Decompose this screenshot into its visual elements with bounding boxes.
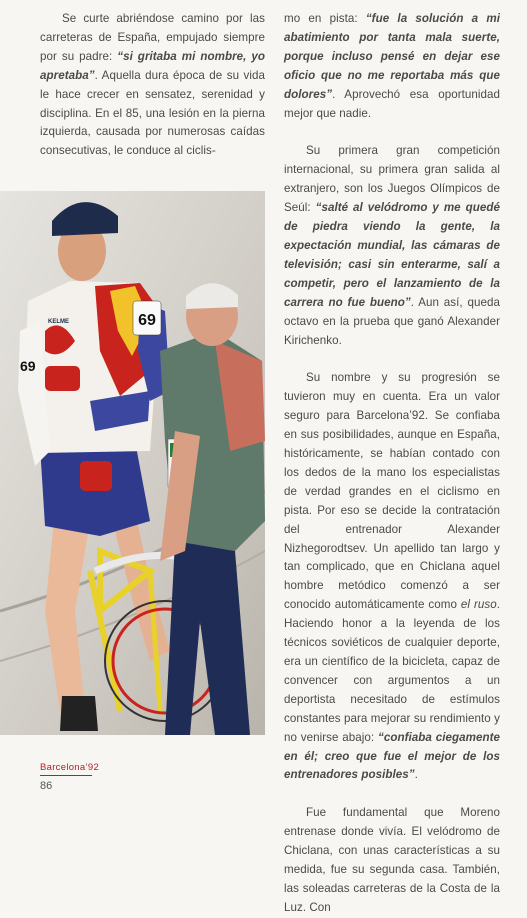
quote: “confiaba ciegamente en él; creo que fue el mejor de los entrenadores posibles” (284, 730, 501, 782)
page-number: 86 (40, 780, 53, 792)
footer-title: Barcelona’92 (40, 762, 100, 773)
rider-number: 69 (138, 312, 156, 329)
text-column-right (284, 10, 500, 918)
quote: “salté al velódromo y me quedé de piedra viendo la gente, la expectación mundial, las cámaras de televisión; casi sin enterarme, salí a competir, pero el lanzamiento de la carrera no fue bueno” (284, 201, 500, 309)
italic-term: el ruso (460, 598, 497, 612)
cyclist-coach-photo (0, 191, 265, 735)
paragraph: mo en pista: “fue la solución a mi abatimiento por tanta mala suerte, porque incluso pensé en dejar ese oficio que no me reportaba más que dolores”. Aprovechó esa oportunidad mejor que nadie. (284, 12, 500, 120)
paragraph: Su nombre y su progresión se tuvieron muy en cuenta. Era un valor seguro para Barcelona’92. Se confiaba en sus posibilidades, aunque en España, históricamente, se habían contado con los dedos de la mano los especialistas de verdad grandes en el ciclismo en pista. Por eso se decide la contratación del entrenador Alexander Nizhegorodtsev. Un apellido tan largo y tan complicado, que en Chiclana aquel hombre metódico comenzó a ser conocido automáticamente como el ruso. Haciendo honor a la leyenda de los técnicos soviéticos de cualquier deporte, era un científico de la bicicleta, capaz de convencer con argumentos a un deportista necesitado de estímulos constantes para mejorar su rendimiento y no venirse abajo: “confiaba ciegamente en él; creo que fue el mejor de los entrenadores posibles”. (284, 371, 501, 782)
paragraph: Su primera gran competición internacional, su primera gran salida al extranjero, son los Juegos Olímpicos de Seúl: “salté al velódromo y me quedé de piedra viendo la gente, la expectación mundial, las cámaras de televisión; casi sin enterarme, salí a competir, pero el lanzamiento de la carrera no fue bueno”. Aun así, queda octavo en la prueba que ganó Alexander Kirichenko. (284, 144, 500, 347)
paragraph: Fue fundamental que Moreno entrenase donde vivía. El velódromo de Chiclana, con unas características a su medida, fue su segunda casa. También, las soleadas carreteras de la Costa de la Luz. Con (284, 806, 500, 914)
quote: “si gritaba mi nombre, yo apretaba” (40, 49, 265, 82)
footer-divider (40, 775, 92, 776)
rider-number-side: 69 (20, 358, 36, 374)
paragraph: Se curte abriéndose camino por las carreteras de España, empujado siempre por su padre: “si gritaba mi nombre, yo apretaba”. Aquella dura época de su vida le hace crecer en sensatez, serenidad y disciplina. En el 85, una lesión en la pierna izquierda, causada por numerosas caídas consecutivas, le conduce al ciclis- (40, 12, 265, 158)
jersey-logo: KELME (48, 319, 69, 325)
text-column-left (40, 10, 265, 161)
quote: “fue la solución a mi abatimiento por tanta mala suerte, porque incluso pensé en dejar ese oficio que no me reportaba más que dolores” (284, 12, 500, 101)
